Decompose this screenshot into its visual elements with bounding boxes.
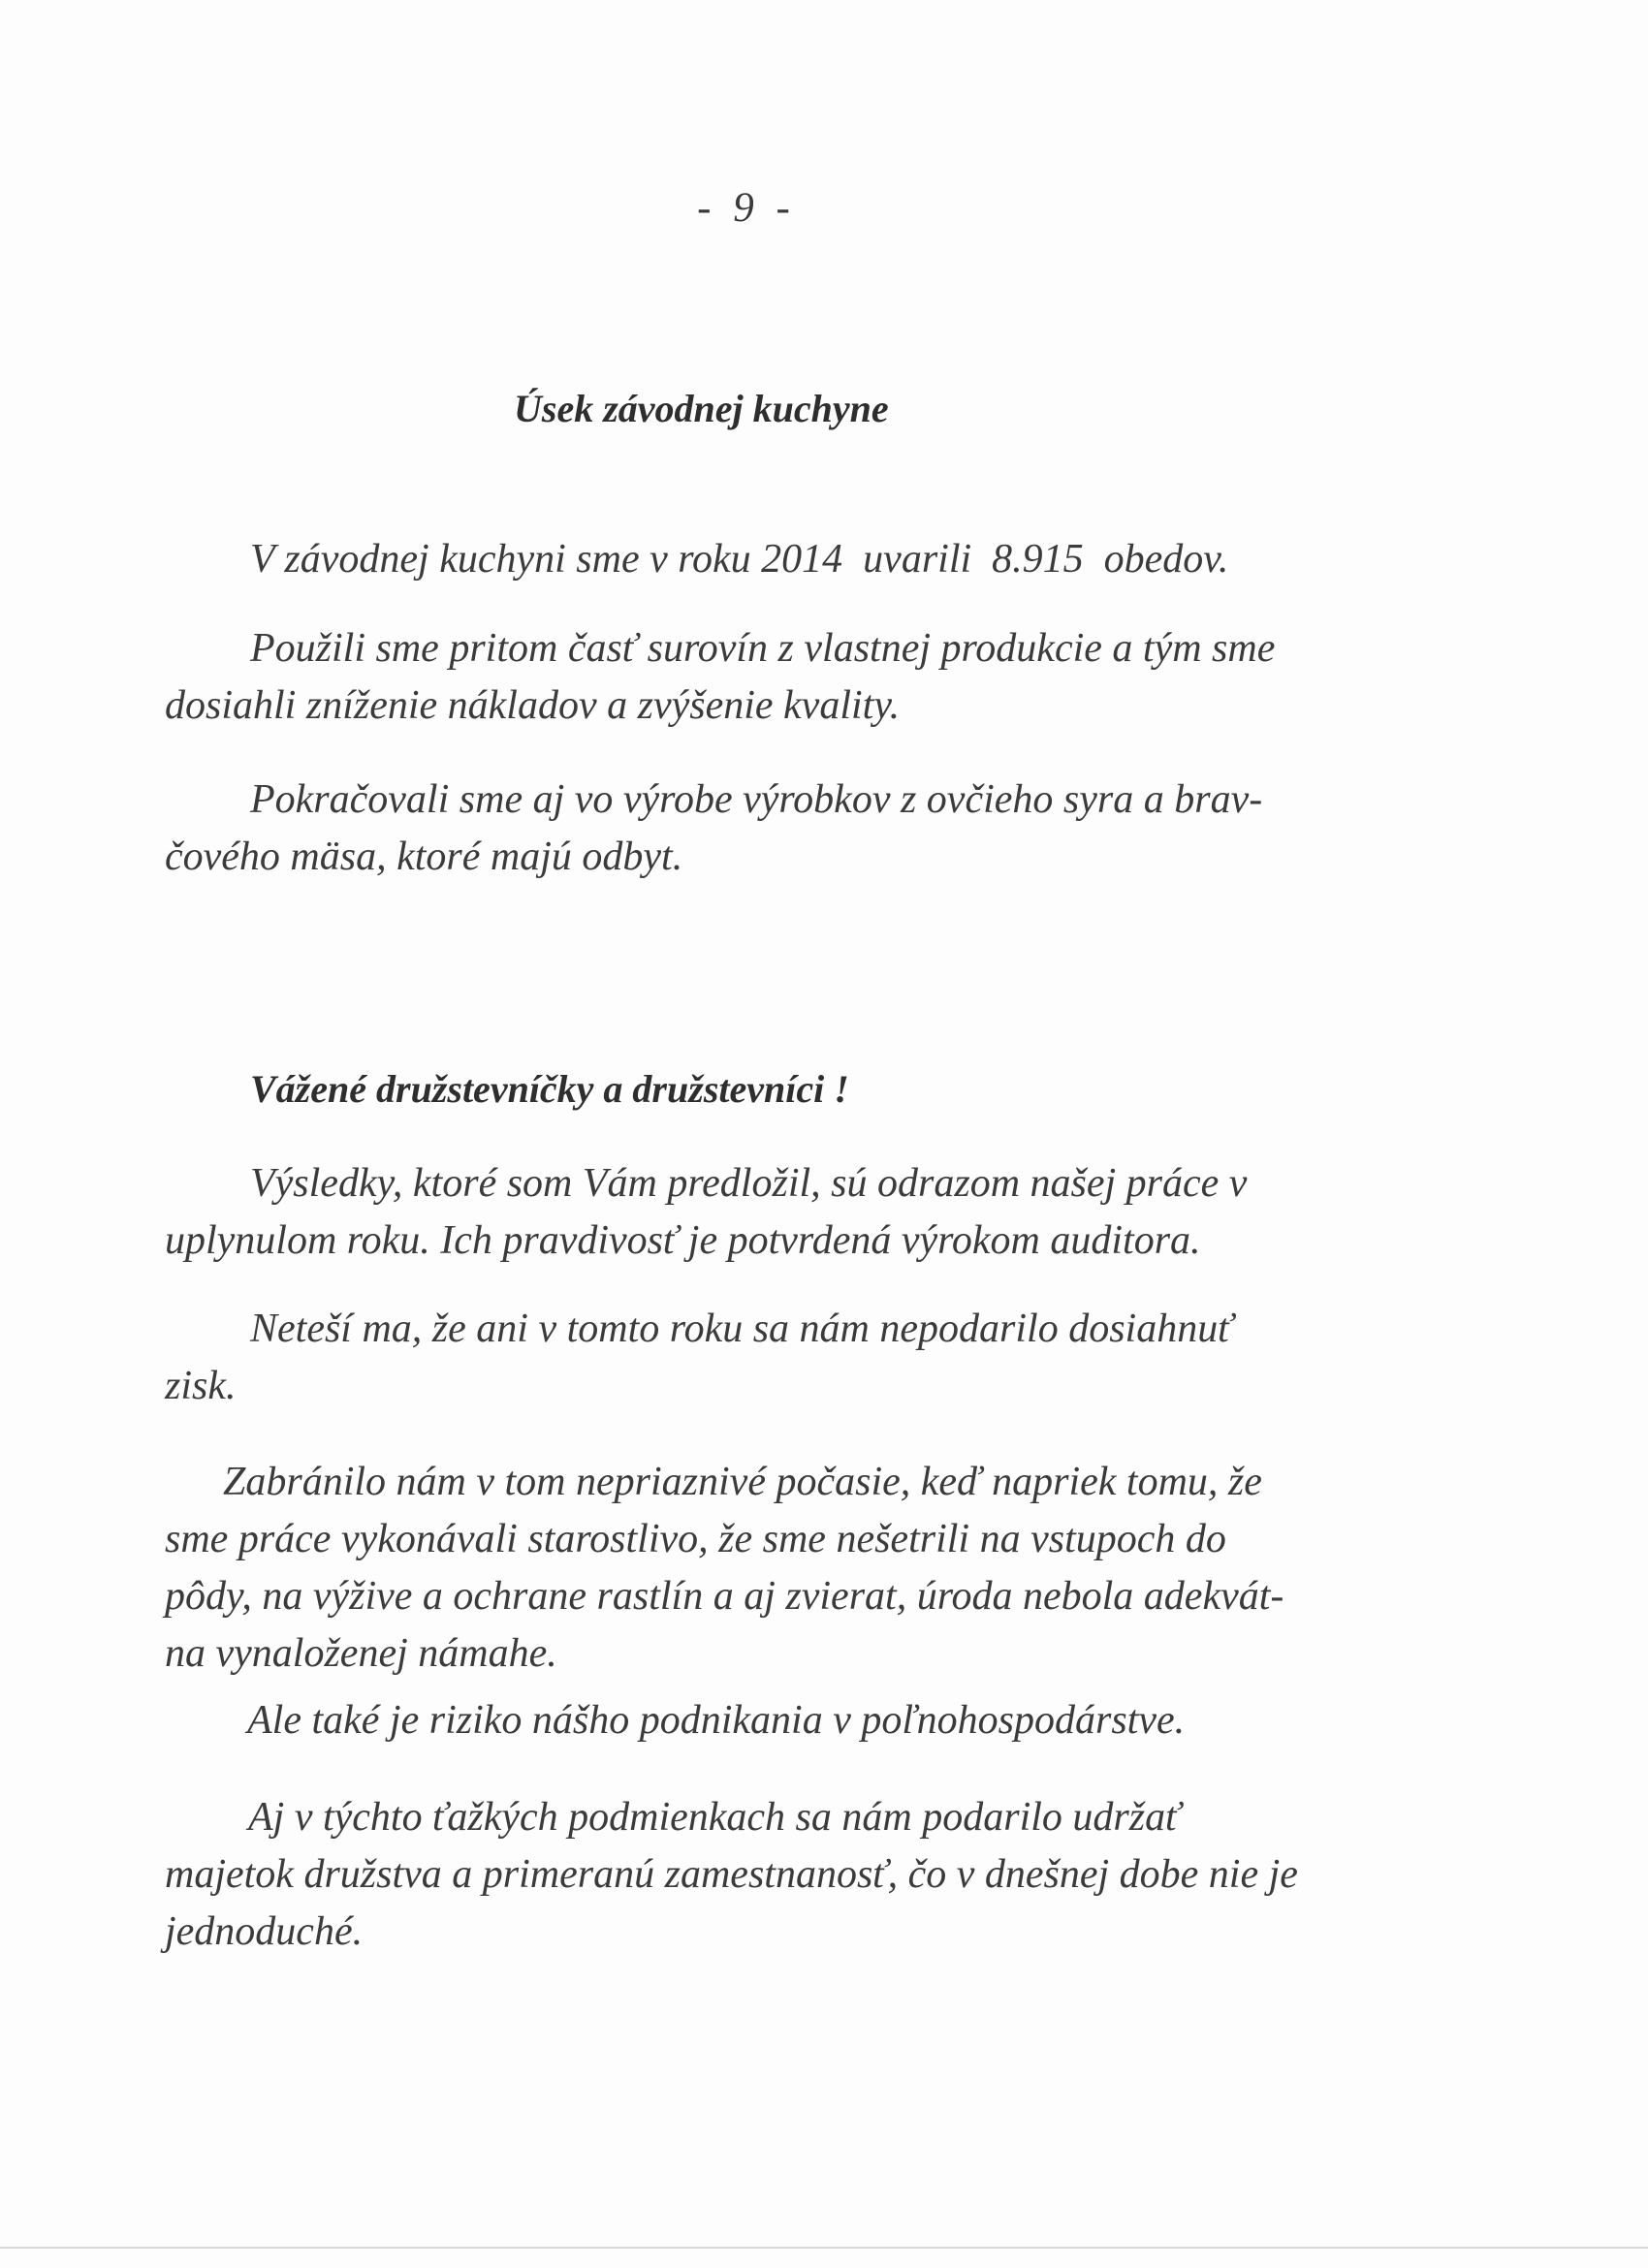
text-line: majetok družstva a primeranú zamestnanosť, čo v dnešnej dobe nie je [165, 1852, 1298, 1897]
text-line: Použili sme pritom časť surovín z vlastnej produkcie a tým sme [250, 626, 1276, 671]
paragraph-risk [247, 1692, 1185, 1749]
text-line: čového mäsa, ktoré majú odbyt. [165, 835, 683, 879]
page-number: - 9 - [697, 185, 796, 231]
section-heading-address: Vážené družstevníčky a družstevníci ! [250, 1067, 849, 1111]
text-line: na vynaloženej námahe. [165, 1631, 557, 1676]
paragraph-weather [165, 1454, 1284, 1683]
text-line: jednoduché. [165, 1909, 364, 1954]
text-line: Aj v týchto ťažkých podmienkach sa nám podarilo udržať [248, 1795, 1181, 1840]
text-line: Pokračovali sme aj vo výrobe výrobkov z ovčieho syra a brav- [250, 777, 1263, 822]
paragraph-raw-materials [165, 620, 1275, 735]
paragraph-results [165, 1155, 1247, 1270]
text-line: sme práce vykonávali starostlivo, že sme nešetrili na vstupoch do [165, 1517, 1226, 1561]
paragraph-lunches [250, 531, 1228, 588]
paragraph-no-profit [165, 1301, 1233, 1415]
text-line: uplynulom roku. Ich pravdivosť je potvrdená výrokom auditora. [165, 1218, 1201, 1263]
paragraph-production [165, 772, 1262, 886]
text-line: dosiahli zníženie nákladov a zvýšenie kvality. [165, 683, 901, 728]
section-heading-kitchen: Úsek závodnej kuchyne [514, 387, 889, 430]
paragraph-conclusion [165, 1789, 1298, 1961]
text-line: pôdy, na výžive a ochrane rastlín a aj zvierat, úroda nebola adekvát- [165, 1574, 1284, 1619]
text-line: Neteší ma, že ani v tomto roku sa nám nepodarilo dosiahnuť [250, 1307, 1233, 1351]
text-line: Výsledky, ktoré som Vám predložil, sú odrazom našej práce v [250, 1161, 1248, 1206]
text-line: Ale také je riziko nášho podnikania v poľnohospodárstve. [247, 1698, 1186, 1743]
text-line: V závodnej kuchyni sme v roku 2014 uvarili 8.915 obedov. [250, 537, 1229, 582]
text-line: Zabránilo nám v tom nepriaznivé počasie, keď napriek tomu, že [223, 1460, 1262, 1504]
scan-edge-line [0, 2247, 1648, 2249]
text-line: zisk. [165, 1364, 237, 1408]
